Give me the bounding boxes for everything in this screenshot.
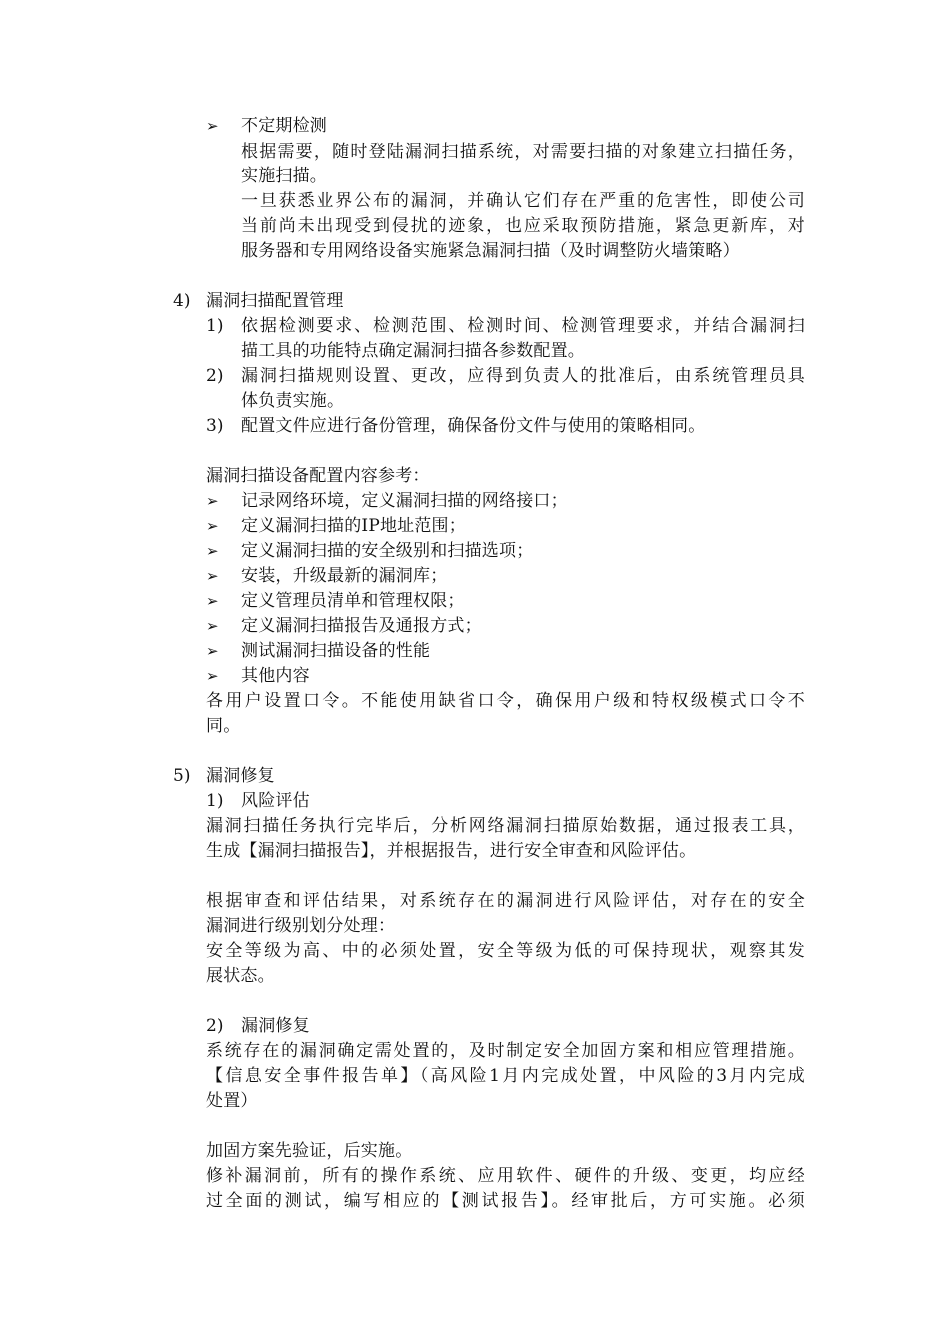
fix-para1-line2: 【信息安全事件报告单】（高风险1月内完成处置，中风险的3月内完成 (206, 1066, 805, 1086)
section-5-title: 漏洞修复 (206, 766, 275, 786)
risk-para3-line1: 安全等级为高、中的必须处置，安全等级为低的可保持现状，观察其发 (206, 941, 805, 961)
bullet-arrow-icon: ➢ (206, 492, 219, 510)
irregular-p2-line2: 当前尚未出现受到侵扰的迹象，也应采取预防措施，紧急更新库，对 (241, 216, 805, 236)
fix-para1-line1: 系统存在的漏洞确定需处置的，及时制定安全加固方案和相应管理措施。 (206, 1041, 805, 1061)
bullet-arrow-icon: ➢ (206, 642, 219, 660)
config-ref-item: 其他内容 (241, 666, 310, 686)
sec4-item2-line1: 漏洞扫描规则设置、更改，应得到负责人的批准后，由系统管理员具 (241, 366, 805, 386)
risk-para2-line2: 漏洞进行级别划分处理： (206, 916, 396, 936)
irregular-heading: 不定期检测 (241, 116, 327, 136)
sec5-sub1-title: 风险评估 (241, 791, 310, 811)
irregular-p1-line1: 根据需要，随时登陆漏洞扫描系统，对需要扫描的对象建立扫描任务， (241, 142, 805, 162)
sec4-item2-number: 2) (206, 366, 224, 386)
config-ref-item: 定义管理员清单和管理权限； (241, 591, 465, 611)
bullet-arrow-icon: ➢ (206, 517, 219, 535)
sec4-item3-line1: 配置文件应进行备份管理，确保备份文件与使用的策略相同。 (241, 416, 706, 436)
config-ref-item: 定义漏洞扫描的安全级别和扫描选项； (241, 541, 534, 561)
fix-para2-line2: 修补漏洞前，所有的操作系统、应用软件、硬件的升级、变更，均应经 (206, 1166, 805, 1186)
bullet-arrow-icon: ➢ (206, 542, 219, 560)
irregular-p2-line3: 服务器和专用网络设备实施紧急漏洞扫描（及时调整防火墙策略） (241, 241, 740, 261)
risk-para2-line1: 根据审查和评估结果，对系统存在的漏洞进行风险评估，对存在的安全 (206, 891, 805, 911)
risk-para3-line2: 展状态。 (206, 966, 275, 986)
fix-para2-line1: 加固方案先验证，后实施。 (206, 1141, 413, 1161)
config-ref-item: 安装，升级最新的漏洞库； (241, 566, 448, 586)
bullet-arrow-icon: ➢ (206, 592, 219, 610)
risk-para1-line1: 漏洞扫描任务执行完毕后，分析网络漏洞扫描原始数据，通过报表工具， (206, 816, 805, 836)
irregular-p1-line2: 实施扫描。 (241, 166, 327, 186)
config-ref-item: 定义漏洞扫描的IP地址范围； (241, 516, 466, 536)
bullet-arrow-icon: ➢ (206, 617, 219, 635)
sec4-item2-line2: 体负责实施。 (241, 391, 345, 411)
sec4-item1-line2: 描工具的功能特点确定漏洞扫描各参数配置。 (241, 341, 585, 361)
sec4-item3-number: 3) (206, 416, 224, 436)
section-4-title: 漏洞扫描配置管理 (206, 291, 344, 311)
irregular-p2-line1: 一旦获悉业界公布的漏洞，并确认它们存在严重的危害性，即使公司 (241, 191, 805, 211)
bullet-arrow-icon: ➢ (206, 567, 219, 585)
config-ref-item: 记录网络环境，定义漏洞扫描的网络接口； (241, 491, 568, 511)
sec5-sub1-number: 1) (206, 791, 224, 811)
bullet-arrow-icon: ➢ (206, 117, 219, 135)
sec4-item1-number: 1) (206, 316, 224, 336)
section-5-number: 5) (173, 766, 191, 786)
password-para-line1: 各用户设置口令。不能使用缺省口令，确保用户级和特权级模式口令不 (206, 691, 805, 711)
sec4-item1-line1: 依据检测要求、检测范围、检测时间、检测管理要求，并结合漏洞扫 (241, 316, 805, 336)
password-para-line2: 同。 (206, 716, 241, 736)
bullet-arrow-icon: ➢ (206, 667, 219, 685)
sec5-sub2-number: 2) (206, 1016, 224, 1036)
config-reference-title: 漏洞扫描设备配置内容参考： (206, 466, 430, 486)
config-ref-item: 定义漏洞扫描报告及通报方式； (241, 616, 482, 636)
fix-para1-line3: 处置） (206, 1091, 258, 1111)
risk-para1-line2: 生成【漏洞扫描报告】，并根据报告，进行安全审查和风险评估。 (206, 841, 697, 861)
fix-para2-line3: 过全面的测试，编写相应的【测试报告】。经审批后，方可实施。必须 (206, 1191, 805, 1211)
section-4-number: 4) (173, 291, 191, 311)
config-ref-item: 测试漏洞扫描设备的性能 (241, 641, 431, 661)
sec5-sub2-title: 漏洞修复 (241, 1016, 310, 1036)
